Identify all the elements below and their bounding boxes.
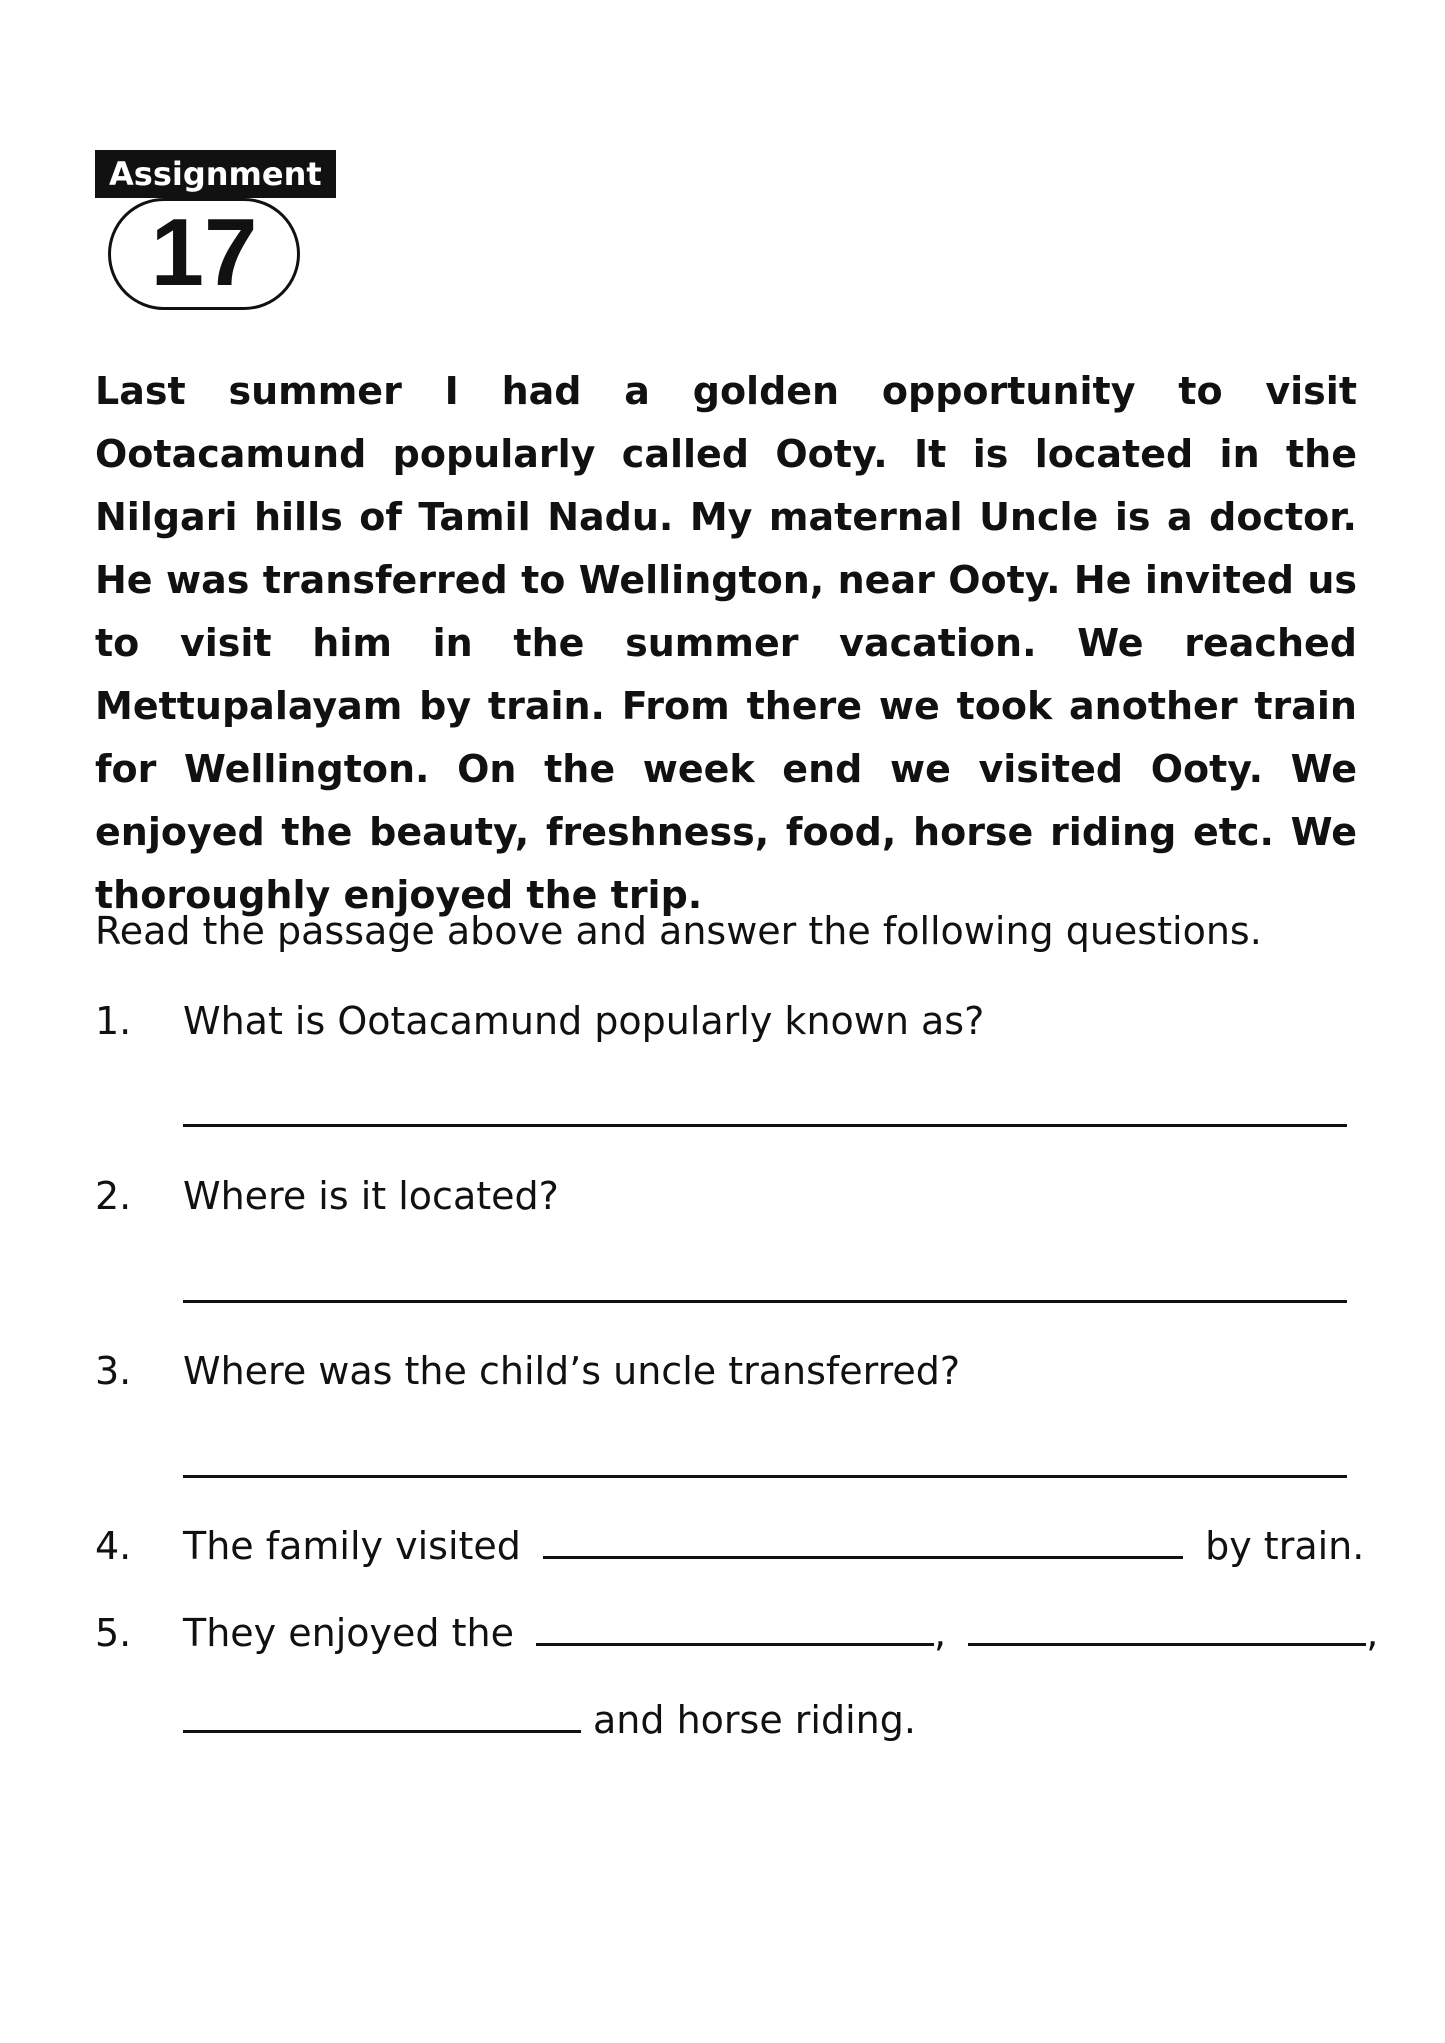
assignment-label: Assignment xyxy=(95,150,336,198)
question-5 xyxy=(95,1605,1379,1661)
question-prefix: They enjoyed the xyxy=(183,1611,514,1655)
question-text: What is Ootacamund popularly known as? xyxy=(183,999,985,1043)
question-4 xyxy=(95,1518,1365,1574)
instruction-text: Read the passage above and answer the following questions. xyxy=(95,909,1262,953)
answer-line-1[interactable] xyxy=(183,1124,1347,1127)
answer-line-3[interactable] xyxy=(183,1475,1347,1478)
question-1 xyxy=(95,993,1357,1049)
question-suffix: and horse riding. xyxy=(593,1698,916,1742)
question-number: 3. xyxy=(95,1349,132,1393)
question-3 xyxy=(95,1343,1357,1399)
question-4-sentence xyxy=(183,1518,1365,1574)
question-number: 5. xyxy=(95,1611,132,1655)
question-5-continued xyxy=(95,1692,1357,1748)
question-number: 1. xyxy=(95,999,132,1043)
separator: , xyxy=(1366,1611,1379,1655)
assignment-number: 17 xyxy=(108,198,300,310)
question-number: 2. xyxy=(95,1174,132,1218)
question-5-sentence-end xyxy=(183,1692,1357,1748)
reading-passage: Last summer I had a golden opportunity to visit Ootacamund popularly called Ooty. It is located in the Nilgari hills of Tamil Nadu. My maternal Uncle is a doctor. He was transferred to Wellington, near Ooty. He invited us to visit him in the summer vacation. We reached Mettupalayam by train. From there we took another train for Wellington. On the week end we visited Ooty. We enjoyed the beauty, freshness, food, horse riding etc. We thoroughly enjoyed the trip. xyxy=(95,369,1357,917)
question-text: Where is it located? xyxy=(183,1174,559,1218)
question-5-sentence xyxy=(183,1605,1379,1661)
question-number: 4. xyxy=(95,1524,132,1568)
fill-blank-5b[interactable] xyxy=(968,1613,1366,1646)
assignment-badge xyxy=(95,150,322,320)
question-2 xyxy=(95,1168,1357,1224)
question-suffix: by train. xyxy=(1205,1524,1365,1568)
fill-blank-5a[interactable] xyxy=(536,1613,934,1646)
question-text: Where was the child’s uncle transferred? xyxy=(183,1349,961,1393)
fill-blank-4[interactable] xyxy=(543,1526,1183,1559)
fill-blank-5c[interactable] xyxy=(183,1700,581,1733)
answer-line-2[interactable] xyxy=(183,1300,1347,1303)
separator: , xyxy=(934,1611,947,1655)
question-prefix: The family visited xyxy=(183,1524,521,1568)
